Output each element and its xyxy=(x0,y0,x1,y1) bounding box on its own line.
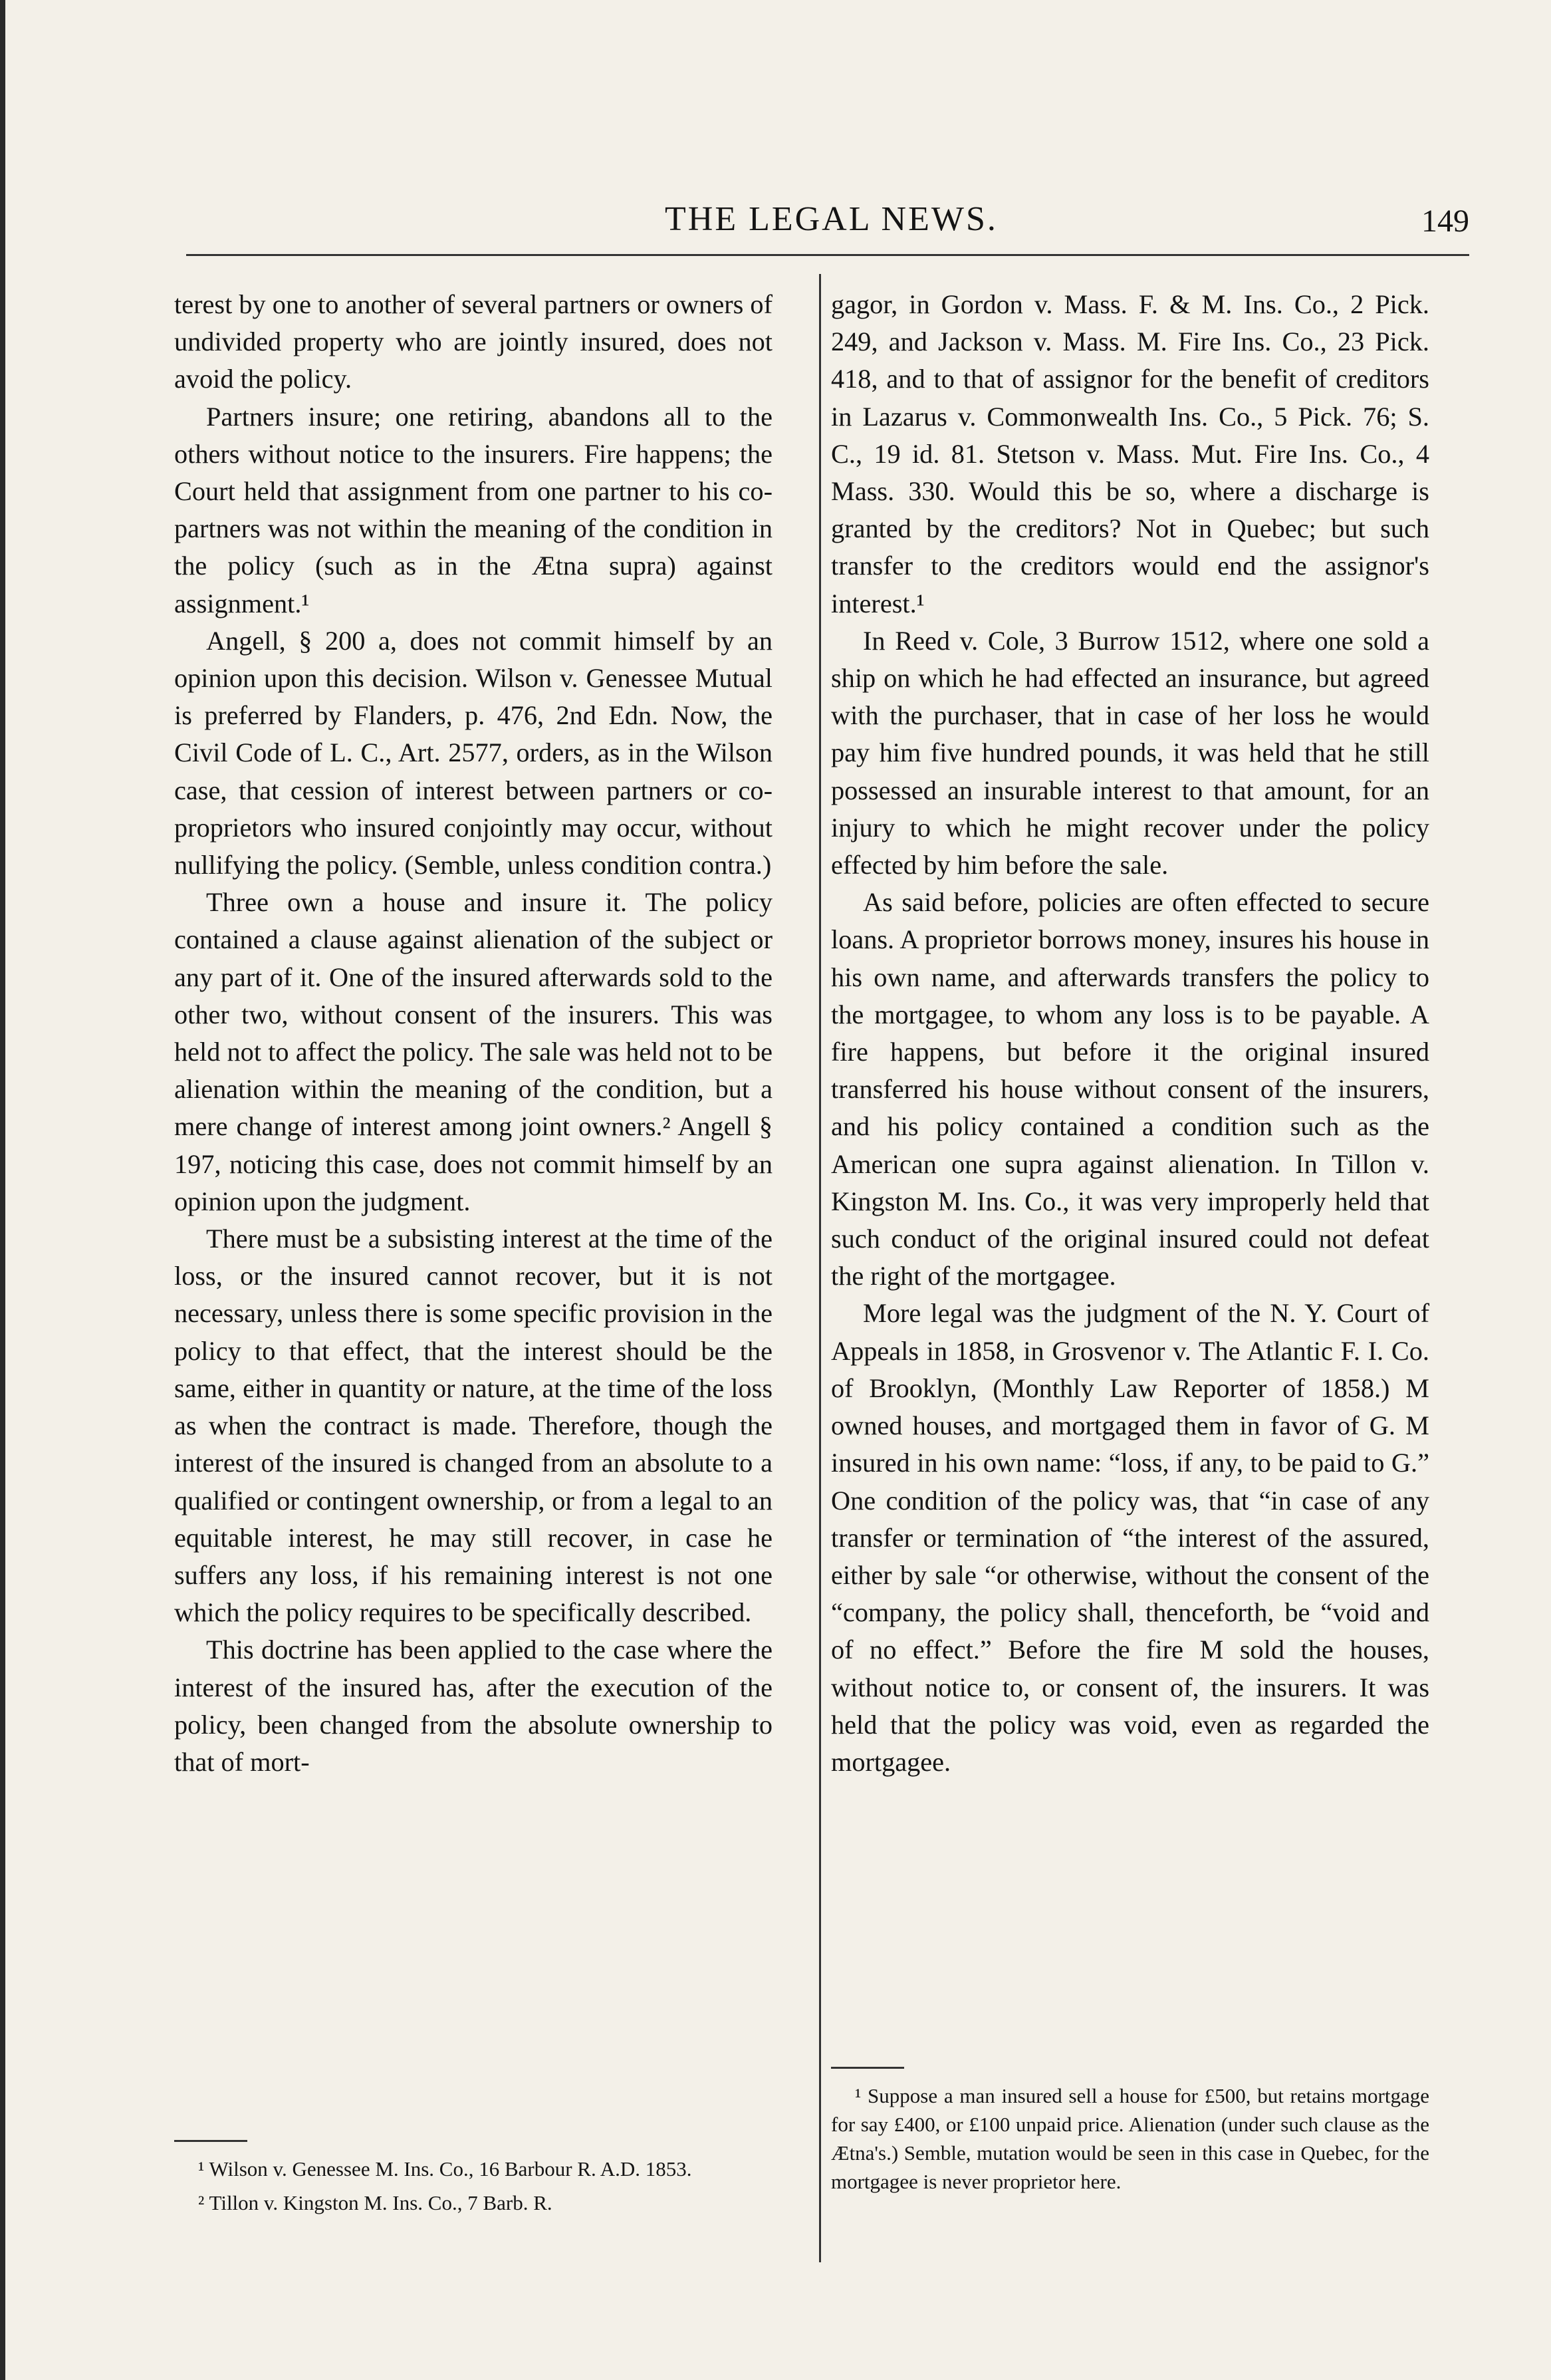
paragraph: gagor, in Gordon v. Mass. F. & M. Ins. Co., 2 Pick. 249, and Jackson v. Mass. M. Fire Ins. Co., 23 Pick. 418, and to that of assignor for the benefit of creditors in Lazarus v. Commonwealth Ins. Co., 5 Pick. 76; S. C., 19 id. 81. Stetson v. Mass. Mut. Fire Ins. Co., 4 Mass. 330. Would this be so, where a discharge is granted by the creditors? Not in Quebec; but such transfer to the creditors would end the assignor's interest.¹ xyxy=(831,289,1429,618)
footnotes-right xyxy=(831,2081,1429,2201)
paragraph: There must be a subsisting interest at the time of the loss, or the insured cannot recover, but it is not necessary, unless there is some specific provision in the policy to that effect, that the interest should be the same, either in quantity or nature, at the time of the loss as when the contract is made. Therefore, though the interest of the insured is changed from an absolute to a qualified or contingent ownership, or from a legal to an equitable interest, he may still recover, in case he suffers any loss, if his remaining interest is not one which the policy requires to be specifically described. xyxy=(174,1224,773,1628)
page-number: 149 xyxy=(1421,203,1469,239)
page-edge-shadow xyxy=(0,0,5,2380)
footnote: ² Tillon v. Kingston M. Ins. Co., 7 Barb. R. xyxy=(198,2191,552,2214)
header-rule xyxy=(186,254,1469,256)
footnote: ¹ Suppose a man insured sell a house for £500, but retains mortgage for say £400, or £100 unpaid price. Alienation (under such clause as the Ætna's.) Semble, mutation would be seen in this case in Quebec, for the mortgagee is never proprietor here. xyxy=(831,2084,1429,2193)
paragraph: More legal was the judgment of the N. Y. Court of Appeals in 1858, in Grosvenor v. The Atlantic F. I. Co. of Brooklyn, (Monthly Law Reporter of 1858.) M owned houses, and mortgaged them in favor of G. M insured in his own name: “loss, if any, to be paid to G.” One condition of the policy was, that “in case of any transfer or termination of “the interest of the assured, either by sale “or otherwise, without the consent of the “company, the policy shall, thenceforth, be “void and of no effect.” Before the fire M sold the houses, without notice to, or consent of, the insurers. It was held that the policy was void, even as regarded the mortgagee. xyxy=(831,1298,1429,1777)
footnote-rule-left xyxy=(174,2140,247,2142)
column-divider xyxy=(819,274,821,2262)
paragraph: Three own a house and insure it. The policy contained a clause against alienation of the subject or any part of it. One of the insured afterwards sold to the other two, without consent of the insurers. This was held not to affect the policy. The sale was held not to be alienation within the meaning of the condition, but a mere change of interest among joint owners.² Angell § 197, noticing this case, does not commit himself by an opinion upon the judgment. xyxy=(174,887,773,1216)
paragraph: In Reed v. Cole, 3 Burrow 1512, where one sold a ship on which he had effected an insurance, but agreed with the purchaser, that in case of her loss he would pay him five hundred pounds, it was held that he still possessed an insurable interest to that amount, for an injury to which he might recover under the policy effected by him before the sale. xyxy=(831,625,1429,880)
paragraph: This doctrine has been applied to the case where the interest of the insured has, after the execution of the policy, been changed from the absolute ownership to that of mort- xyxy=(174,1635,773,1777)
paragraph: Partners insure; one retiring, abandons all to the others without notice to the insurers. Fire happens; the Court held that assignment from one partner to his co-partners was not within the meaning of the condition in the policy (such as in the Ætna supra) against assignment.¹ xyxy=(174,401,773,618)
footnote-rule-right xyxy=(831,2067,904,2069)
left-column xyxy=(174,286,773,1781)
paragraph: terest by one to another of several partners or owners of undivided property who are jointly insured, does not avoid the policy. xyxy=(174,289,773,394)
journal-title: THE LEGAL NEWS. xyxy=(665,200,998,238)
footnotes-left xyxy=(174,2155,773,2222)
right-column xyxy=(831,286,1429,1781)
footnote: ¹ Wilson v. Genessee M. Ins. Co., 16 Barbour R. A.D. 1853. xyxy=(198,2157,692,2181)
paragraph: Angell, § 200 a, does not commit himself by an opinion upon this decision. Wilson v. Genessee Mutual is preferred by Flanders, p. 476, 2nd Edn. Now, the Civil Code of L. C., Art. 2577, orders, as in the Wilson case, that cession of interest between partners or co-proprietors who insured conjointly may occur, without nullifying the policy. (Semble, unless condition contra.) xyxy=(174,625,773,880)
page-header xyxy=(186,199,1469,246)
paragraph: As said before, policies are often effected to secure loans. A proprietor borrows money, insures his house in his own name, and afterwards transfers the policy to the mortgagee, to whom any loss is to be payable. A fire happens, but before it the original insured transferred his house without consent of the insurers, and his policy contained a condition such as the American one supra against alienation. In Tillon v. Kingston M. Ins. Co., it was very improperly held that such conduct of the original insured could not defeat the right of the mortgagee. xyxy=(831,887,1429,1291)
